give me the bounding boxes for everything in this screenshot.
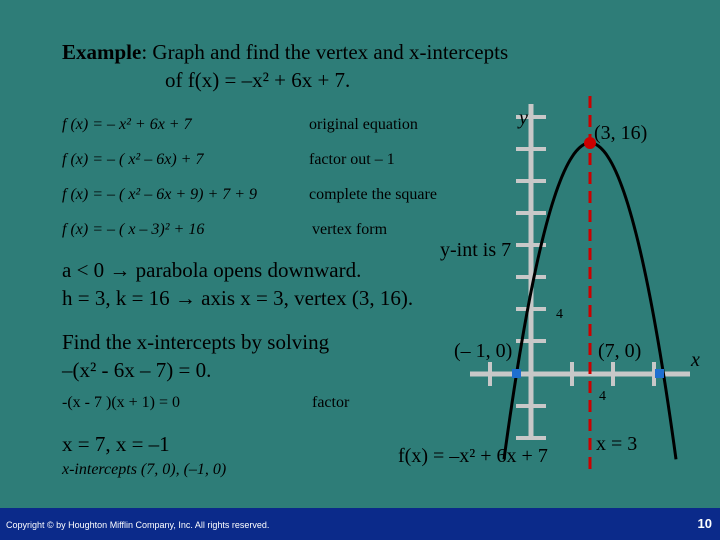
step-note-4: vertex form xyxy=(312,221,388,238)
intercepts-result: x-intercepts (7, 0), (–1, 0) xyxy=(62,461,227,478)
factored-equation: -(x - 7 )(x + 1) = 0 xyxy=(62,394,181,411)
x-tick-label: 4 xyxy=(599,389,606,404)
function-label: f(x) = –x² + 6x + 7 xyxy=(398,445,548,467)
factored-note: factor xyxy=(312,394,350,411)
left-intercept-label: (– 1, 0) xyxy=(454,340,513,362)
copyright-text: Copyright © by Houghton Mifflin Company, Inc. All rights reserved. xyxy=(6,520,270,530)
analysis-line-2: h = 3, k = 16 → axis x = 3, vertex (3, 16). xyxy=(62,286,414,310)
step-note-2: factor out – 1 xyxy=(309,151,395,168)
left-intercept-point xyxy=(512,369,521,378)
right-intercept-label: (7, 0) xyxy=(598,340,642,362)
y-axis-label: y xyxy=(519,107,528,129)
axis-of-symmetry-label: x = 3 xyxy=(596,433,638,455)
x-axis-label: x xyxy=(691,349,700,371)
right-intercept-point xyxy=(655,369,664,378)
title-line-1: Example: Graph and find the vertex and x-intercepts xyxy=(62,40,509,64)
step-equation-4: f (x) = – ( x – 3)² + 16 xyxy=(62,221,205,238)
step-equation-1: f (x) = – x² + 6x + 7 xyxy=(62,116,192,133)
step-equation-3: f (x) = – ( x² – 6x + 9) + 7 + 9 xyxy=(62,186,258,203)
y-tick-label: 4 xyxy=(556,307,563,322)
page-number: 10 xyxy=(697,516,712,531)
footer-bar xyxy=(0,508,720,540)
intercept-prompt-1: Find the x-intercepts by solving xyxy=(62,330,330,354)
vertex-label: (3, 16) xyxy=(594,122,648,144)
intercept-prompt-2: –(x² - 6x – 7) = 0. xyxy=(62,358,212,382)
step-note-1: original equation xyxy=(309,116,418,133)
y-int-label: y-int is 7 xyxy=(440,239,512,261)
step-note-3: complete the square xyxy=(309,186,437,203)
step-equation-2: f (x) = – ( x² – 6x) + 7 xyxy=(62,151,204,168)
analysis-line-1: a < 0 → parabola opens downward. xyxy=(62,258,362,282)
solutions: x = 7, x = –1 xyxy=(62,432,170,456)
title-line-2: of f(x) = –x² + 6x + 7. xyxy=(165,68,351,92)
